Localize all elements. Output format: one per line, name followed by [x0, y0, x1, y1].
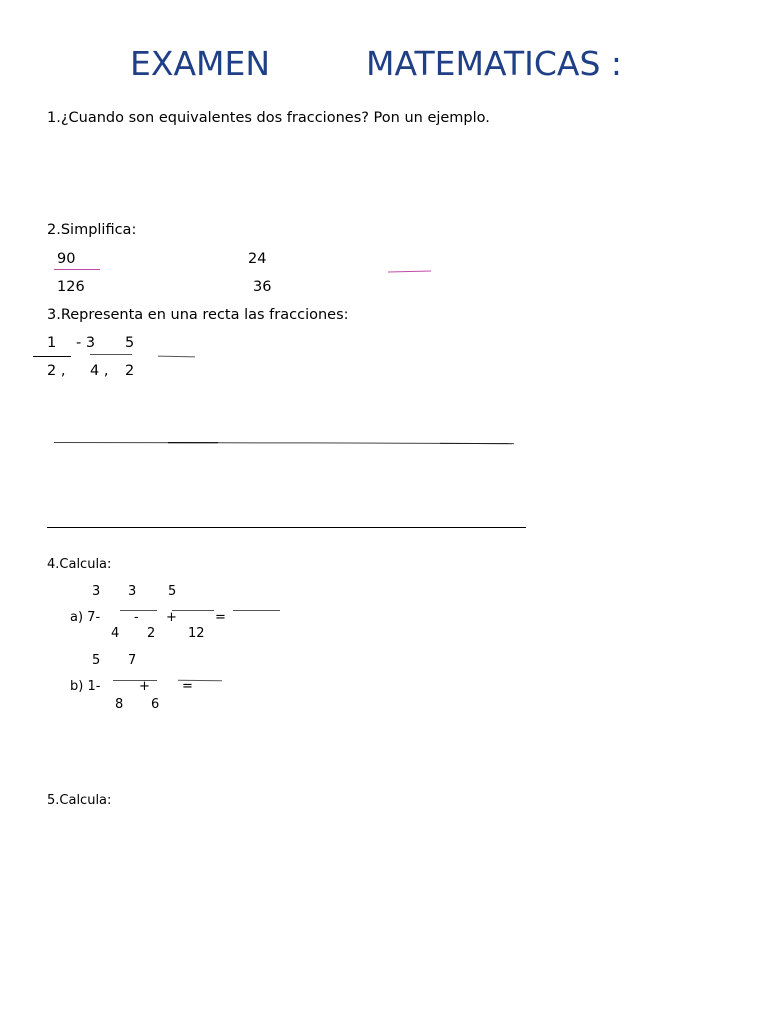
separator-line — [47, 527, 526, 528]
fraction-b-numerator: - 3 — [76, 335, 96, 351]
q4b-den-1: 8 — [115, 697, 124, 712]
question-3-heading: 3.Representa en una recta las fracciones: — [47, 307, 349, 323]
q4b-bar-1 — [113, 680, 157, 681]
q4a-label: a) 7- — [70, 610, 101, 625]
fraction-c-denominator: 2 — [125, 363, 135, 379]
question-4-heading: 4.Calcula: — [47, 557, 112, 572]
fraction-a-numerator: 1 — [47, 335, 57, 351]
q4a-num-2: 3 — [128, 584, 137, 599]
fraction-2-numerator: 24 — [248, 251, 267, 267]
q4a-equals: = — [215, 610, 226, 625]
q4b-den-2: 6 — [151, 697, 160, 712]
fraction-1-bar — [54, 269, 100, 270]
fraction-c-bar — [158, 356, 195, 358]
fraction-2-bar — [388, 271, 431, 273]
title-matematicas: MATEMATICAS : — [366, 44, 623, 83]
fraction-c-numerator: 5 — [125, 335, 135, 351]
q4b-label: b) 1- — [70, 679, 101, 694]
fraction-a-bar — [33, 356, 71, 357]
q4a-bar-2 — [172, 610, 214, 611]
number-line — [0, 435, 768, 451]
q4b-equals: = — [182, 679, 193, 694]
question-5-heading: 5.Calcula: — [47, 793, 112, 808]
q4a-den-1: 4 — [111, 626, 120, 641]
question-1: 1.¿Cuando son equivalentes dos fracciones? Pon un ejemplo. — [47, 110, 490, 126]
q4b-num-1: 5 — [92, 653, 101, 668]
q4b-op-1: + — [139, 679, 150, 694]
q4a-answer-bar — [233, 610, 280, 611]
fraction-1-denominator: 126 — [57, 279, 85, 295]
q4a-den-3: 12 — [188, 626, 205, 641]
q4a-num-3: 5 — [168, 584, 177, 599]
q4a-den-2: 2 — [147, 626, 156, 641]
q4a-op-2: + — [166, 610, 177, 625]
q4a-op-1: - — [134, 610, 139, 625]
q4a-num-1: 3 — [92, 584, 101, 599]
fraction-b-denominator: 4 , — [90, 363, 109, 379]
question-2-heading: 2.Simplifica: — [47, 222, 137, 238]
q4b-num-2: 7 — [128, 653, 137, 668]
title-examen: EXAMEN — [130, 44, 271, 83]
fraction-2-denominator: 36 — [253, 279, 272, 295]
fraction-b-bar — [90, 354, 132, 355]
fraction-1-numerator: 90 — [57, 251, 76, 267]
fraction-a-denominator: 2 , — [47, 363, 66, 379]
